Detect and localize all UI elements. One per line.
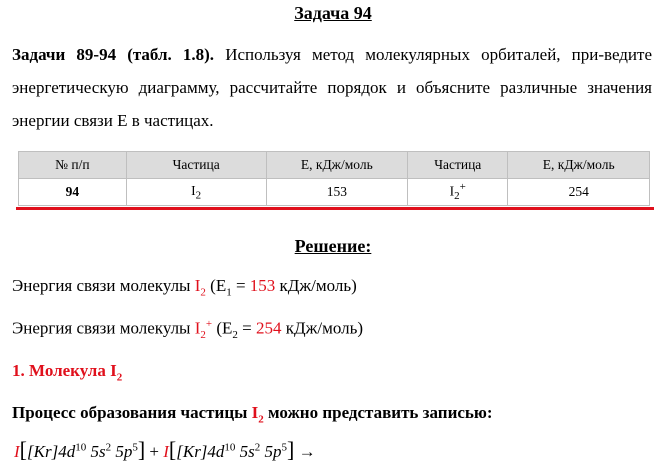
table-cell-particle1 (126, 179, 266, 206)
energy-line-2-unit: кДж/моль) (281, 318, 364, 338)
energy-line-1-particle-sub: 2 (200, 286, 206, 299)
formula-core-2: [Kr] (176, 442, 208, 461)
particle2-symbol: I (449, 183, 455, 199)
energy-line-1-unit: кДж/моль) (275, 276, 357, 295)
energy-line-2-open: (E (212, 318, 233, 338)
energy-line-2-e-sub: 2 (232, 329, 238, 342)
formula-line (14, 437, 316, 463)
formula-core-1: [Kr] (27, 442, 59, 461)
table-header: Частица (408, 152, 508, 179)
table-header: Частица (126, 152, 266, 179)
formula-bracket-close-2: ] (287, 437, 295, 462)
particle1-symbol: I (191, 182, 196, 198)
section-1-sub: 2 (116, 371, 123, 384)
formula-p-1: 5p (115, 442, 133, 461)
formula-s-sup-2: 2 (254, 441, 261, 454)
process-line (12, 403, 493, 425)
table-header: № п/п (19, 152, 127, 179)
energy-line-2-particle-sub: 2 (200, 329, 206, 342)
particle2-sup: + (459, 181, 466, 194)
energy-line-1-eq: = (231, 276, 250, 295)
formula-s-sup-1: 2 (105, 441, 112, 454)
table-header: E, кДж/моль (508, 152, 650, 179)
particle1-sub: 2 (195, 189, 202, 202)
formula-bracket-close-1: ] (137, 437, 146, 462)
formula-plus: + (145, 442, 164, 461)
process-particle-sub: 2 (258, 413, 264, 426)
energy-line-2-prefix: Энергия связи молекулы (12, 318, 195, 338)
process-particle: I (251, 403, 259, 422)
formula-d-sup-1: 10 (75, 441, 87, 454)
formula-d-1: 4d (58, 442, 76, 461)
process-prefix: Процесс образования частицы (12, 403, 252, 422)
formula-bracket-open-1: [ (19, 437, 27, 462)
energy-line-1-prefix: Энергия связи молекулы (12, 276, 195, 295)
particles-table (18, 151, 650, 206)
task-title: Задача 94 (294, 3, 372, 23)
formula-s-2: 5s (239, 442, 255, 461)
task-intro-text: Используя метод молекулярных орбиталей, при-ведите энергетическую диаграмму, рассчитайте порядок и объясните различные значения энергии связи E в частицах. (12, 45, 652, 130)
formula-bracket-open-2: [ (168, 437, 177, 462)
solution-title: Решение: (294, 236, 372, 256)
table-cell-energy2: 254 (508, 179, 650, 206)
section-1-label: 1. Молекула I (12, 361, 117, 380)
table-cell-particle2 (408, 179, 508, 206)
formula-d-2: 4d (207, 442, 225, 461)
energy-line-2-eq: = (237, 318, 257, 338)
table-header-row (19, 152, 650, 179)
energy-line-2-particle-sup: + (205, 318, 213, 330)
particle2-sub: 2 (454, 190, 460, 203)
energy-line-2-value: 254 (256, 318, 282, 338)
formula-arrow: → (294, 442, 316, 461)
formula-atom-2: I (163, 442, 169, 461)
energy-line-2-particle: I (194, 318, 201, 338)
formula-p-sup-1: 5 (132, 441, 138, 454)
table-row (19, 179, 650, 206)
formula-p-2: 5p (264, 442, 282, 461)
process-suffix: можно представить записью: (263, 403, 493, 422)
red-underline (16, 207, 654, 210)
energy-line-1-e-sub: 1 (226, 286, 232, 299)
table-cell-number: 94 (19, 179, 127, 206)
table-cell-energy1: 153 (266, 179, 408, 206)
energy-line-2 (12, 318, 363, 341)
energy-line-1-particle: I (194, 276, 201, 295)
energy-line-1-value: 153 (249, 276, 276, 295)
formula-s-1: 5s (90, 442, 106, 461)
formula-d-sup-2: 10 (224, 441, 236, 454)
formula-atom-1: I (14, 442, 20, 461)
table-header: E, кДж/моль (266, 152, 408, 179)
formula-p-sup-2: 5 (281, 441, 288, 454)
energy-line-1-open: (E (205, 276, 227, 295)
task-intro-bold: Задачи 89-94 (табл. 1.8). (12, 45, 215, 64)
task-intro (12, 38, 652, 137)
energy-line-1 (12, 276, 357, 298)
section-1-heading (12, 361, 122, 383)
